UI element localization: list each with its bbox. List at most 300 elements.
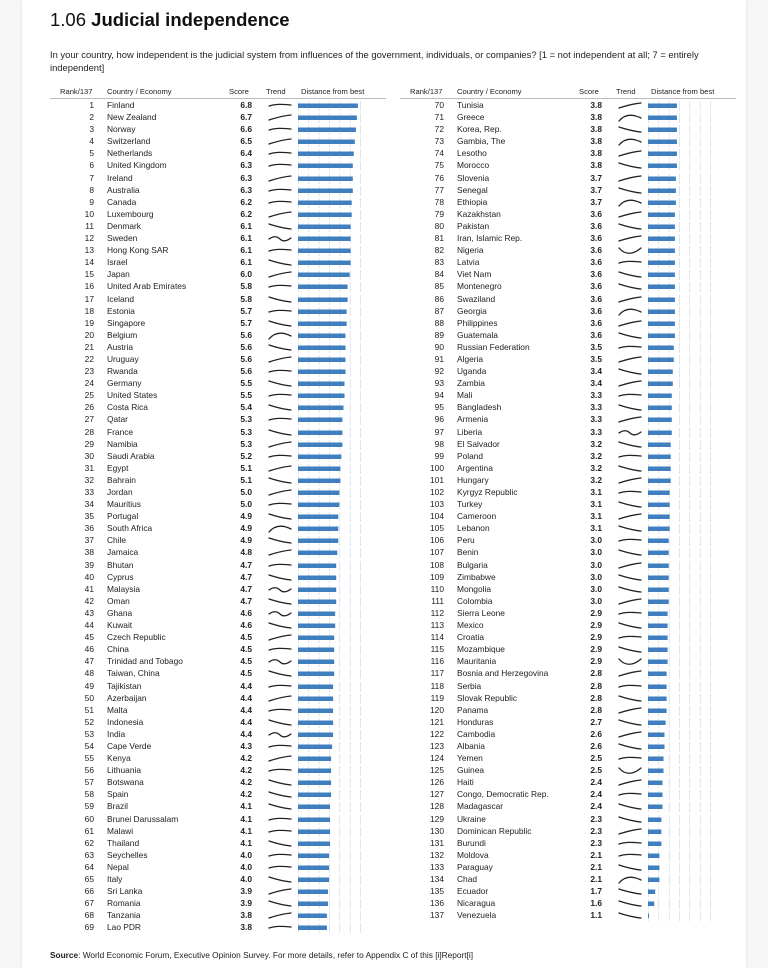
country-cell: Peru xyxy=(457,535,475,546)
country-cell: France xyxy=(107,426,134,437)
distance-bar xyxy=(648,212,675,217)
distance-bar xyxy=(648,817,661,822)
score-cell: 6.5 xyxy=(240,136,252,147)
distance-bar xyxy=(298,345,346,350)
trend-line xyxy=(269,153,291,155)
table-row xyxy=(400,99,736,111)
rank-cell: 45 xyxy=(84,632,94,643)
score-cell: 6.3 xyxy=(240,160,252,171)
trend-line xyxy=(269,249,291,251)
rank-cell: 119 xyxy=(430,692,444,703)
table-row xyxy=(50,111,386,123)
table-row xyxy=(400,800,736,812)
distance-bar xyxy=(648,781,663,786)
table-row xyxy=(400,256,736,268)
score-cell: 4.2 xyxy=(240,777,252,788)
country-cell: Brunei Darussalam xyxy=(107,813,179,824)
rank-cell: 17 xyxy=(84,293,94,304)
country-cell: Namibia xyxy=(107,438,138,449)
trend-line xyxy=(269,224,291,229)
score-cell: 4.7 xyxy=(240,595,252,606)
table-row xyxy=(400,401,736,413)
country-cell: Malawi xyxy=(107,825,134,836)
distance-bar xyxy=(648,176,676,181)
trend-line xyxy=(269,176,291,181)
rank-cell: 55 xyxy=(84,753,94,764)
rank-cell: 131 xyxy=(430,837,444,848)
country-cell: Singapore xyxy=(107,317,146,328)
table-row xyxy=(400,861,736,873)
table-row xyxy=(400,135,736,147)
rank-cell: 47 xyxy=(84,656,94,667)
country-cell: United Arab Emirates xyxy=(107,281,187,292)
country-cell: Italy xyxy=(107,874,123,884)
country-cell: Montenegro xyxy=(457,281,502,292)
country-cell: Kuwait xyxy=(107,620,133,631)
score-header: Score xyxy=(579,87,599,96)
table-row xyxy=(400,873,736,885)
rank-cell: 56 xyxy=(84,765,94,776)
score-cell: 4.2 xyxy=(240,765,252,776)
distance-bar xyxy=(648,261,675,266)
indicator-number: 1.06 xyxy=(50,9,87,30)
table-row xyxy=(50,752,386,764)
rank-cell: 104 xyxy=(430,511,444,522)
trend-line xyxy=(619,212,641,217)
distance-bar xyxy=(298,551,337,556)
score-cell: 2.9 xyxy=(590,644,602,655)
table-row xyxy=(400,897,736,909)
country-cell: Sweden xyxy=(107,233,138,244)
table-row xyxy=(50,498,386,510)
country-cell: Haiti xyxy=(457,777,474,788)
score-cell: 2.9 xyxy=(590,656,602,667)
table-row xyxy=(50,571,386,583)
trend-line xyxy=(619,623,641,628)
country-cell: Bosnia and Herzegovina xyxy=(457,668,549,679)
trend-line xyxy=(269,321,291,326)
distance-bar xyxy=(648,478,671,483)
table-row xyxy=(400,280,736,292)
rank-cell: 25 xyxy=(84,390,94,401)
country-cell: Serbia xyxy=(457,680,482,691)
trend-line xyxy=(269,804,291,809)
distance-bar xyxy=(298,902,328,907)
score-cell: 2.9 xyxy=(590,632,602,643)
distance-bar xyxy=(298,357,346,362)
distance-bar xyxy=(648,757,664,762)
table-row xyxy=(400,813,736,825)
source-note xyxy=(50,950,473,960)
distance-bar xyxy=(298,116,357,121)
rank-cell: 73 xyxy=(434,136,444,147)
rank-cell: 29 xyxy=(84,438,94,449)
country-cell: Portugal xyxy=(107,511,139,522)
table-row xyxy=(400,631,736,643)
score-cell: 3.0 xyxy=(590,559,602,570)
trend-line xyxy=(269,478,291,483)
rank-cell: 81 xyxy=(434,233,444,244)
rank-cell: 77 xyxy=(434,184,444,195)
country-cell: Thailand xyxy=(107,837,140,848)
trend-line xyxy=(619,491,641,493)
country-cell: Luxembourg xyxy=(107,208,154,219)
country-cell: Cyprus xyxy=(107,571,134,582)
table-row xyxy=(50,921,386,933)
trend-line xyxy=(269,792,291,797)
score-cell: 5.6 xyxy=(240,329,252,340)
table-row xyxy=(400,172,736,184)
table-row xyxy=(400,159,736,171)
score-cell: 6.2 xyxy=(240,196,252,207)
country-cell: Bangladesh xyxy=(457,402,502,413)
table-row xyxy=(50,776,386,788)
distance-bar xyxy=(298,624,335,629)
distance-bar xyxy=(648,587,669,592)
distance-bar xyxy=(298,587,336,592)
country-cell: Lithuania xyxy=(107,765,141,776)
distance-bar xyxy=(648,732,665,737)
country-cell: Albania xyxy=(457,740,485,751)
distance-bar xyxy=(648,249,675,254)
distance-bar xyxy=(648,793,663,798)
table-row xyxy=(400,776,736,788)
rank-cell: 127 xyxy=(430,789,444,800)
score-cell: 2.8 xyxy=(590,668,602,679)
score-cell: 2.6 xyxy=(590,728,602,739)
score-cell: 4.4 xyxy=(240,716,252,727)
score-cell: 4.2 xyxy=(240,789,252,800)
rank-cell: 57 xyxy=(84,777,94,788)
score-cell: 4.5 xyxy=(240,656,252,667)
score-cell: 3.1 xyxy=(590,511,602,522)
score-cell: 5.4 xyxy=(240,402,252,413)
rank-cell: 67 xyxy=(84,898,94,909)
table-row xyxy=(50,462,386,474)
distance-bar xyxy=(298,757,331,762)
score-cell: 6.6 xyxy=(240,124,252,135)
table-row xyxy=(50,353,386,365)
country-cell: Canada xyxy=(107,196,137,207)
trend-sparkline xyxy=(617,910,643,922)
score-cell: 4.7 xyxy=(240,559,252,570)
distance-bar-cell xyxy=(646,910,738,922)
rank-cell: 7 xyxy=(89,172,94,183)
table-row xyxy=(50,208,386,220)
country-cell: Guinea xyxy=(457,765,485,776)
rank-cell: 16 xyxy=(84,281,94,292)
trend-line xyxy=(269,818,291,820)
country-cell: Benin xyxy=(457,547,479,558)
trend-line xyxy=(619,140,641,146)
rank-cell: 33 xyxy=(84,487,94,497)
trend-line xyxy=(619,224,641,229)
trend-line xyxy=(619,540,641,542)
country-cell: Kazakhstan xyxy=(457,208,501,219)
rank-cell: 2 xyxy=(89,112,94,123)
distance-bar xyxy=(298,878,329,883)
table-row xyxy=(50,413,386,425)
trend-line xyxy=(619,188,641,193)
rank-cell: 135 xyxy=(430,886,444,897)
country-cell: Ethiopia xyxy=(457,196,488,207)
trend-header: Trend xyxy=(616,87,636,96)
distance-bar xyxy=(298,599,336,604)
distance-bar xyxy=(648,442,671,447)
trend-line xyxy=(269,901,291,906)
rank-cell: 30 xyxy=(84,450,94,461)
trend-line xyxy=(619,780,641,785)
distance-bar xyxy=(298,333,346,338)
trend-line xyxy=(619,720,641,725)
ranking-table-right xyxy=(400,86,736,921)
table-row xyxy=(50,522,386,534)
trend-line xyxy=(269,286,291,288)
distance-bar xyxy=(648,853,659,858)
trend-line xyxy=(619,272,641,277)
table-row xyxy=(50,595,386,607)
score-cell: 4.7 xyxy=(240,583,252,594)
score-cell: 6.1 xyxy=(240,257,252,268)
score-cell: 5.5 xyxy=(240,390,252,401)
country-cell: Russian Federation xyxy=(457,341,530,352)
rank-cell: 62 xyxy=(84,837,94,848)
rank-cell: 71 xyxy=(434,112,444,123)
country-cell: Morocco xyxy=(457,160,490,171)
table-row xyxy=(400,438,736,450)
table-row xyxy=(400,220,736,232)
rank-cell: 68 xyxy=(84,910,94,921)
trend-line xyxy=(269,913,291,918)
score-cell: 3.8 xyxy=(240,922,252,933)
table-row xyxy=(50,438,386,450)
score-cell: 3.9 xyxy=(240,886,252,897)
distance-bar xyxy=(298,841,330,846)
rank-cell: 15 xyxy=(84,269,94,280)
table-row xyxy=(50,486,386,498)
country-cell: Venezuela xyxy=(457,910,497,921)
country-cell: Taiwan, China xyxy=(107,668,160,679)
distance-bar xyxy=(648,394,672,399)
table-row xyxy=(400,909,736,921)
country-cell: Nepal xyxy=(107,861,129,872)
trend-line xyxy=(619,587,641,592)
table-row xyxy=(400,317,736,329)
rank-cell: 90 xyxy=(434,341,444,352)
trend-line xyxy=(619,877,641,883)
table-row xyxy=(400,123,736,135)
score-cell: 4.3 xyxy=(240,740,252,751)
distance-bar xyxy=(298,672,334,677)
trend-line xyxy=(619,381,641,386)
distance-bar xyxy=(648,382,673,387)
rank-cell: 24 xyxy=(84,378,94,389)
table-row xyxy=(50,317,386,329)
country-cell: Panama xyxy=(457,704,489,715)
table-row xyxy=(50,450,386,462)
score-cell: 6.8 xyxy=(240,100,252,110)
distance-bar xyxy=(648,140,677,145)
rank-cell: 58 xyxy=(84,789,94,800)
trend-line xyxy=(619,829,641,834)
score-cell: 3.6 xyxy=(590,245,602,256)
table-row xyxy=(50,546,386,558)
rank-cell: 64 xyxy=(84,861,94,872)
country-cell: Poland xyxy=(457,450,484,461)
score-cell: 5.6 xyxy=(240,366,252,377)
trend-line xyxy=(269,623,291,628)
trend-line xyxy=(269,889,291,894)
score-cell: 5.8 xyxy=(240,293,252,304)
rank-cell: 59 xyxy=(84,801,94,812)
rank-cell: 41 xyxy=(84,583,94,594)
trend-line xyxy=(269,720,291,725)
distance-bar xyxy=(298,261,351,266)
distance-bar xyxy=(648,720,666,725)
score-cell: 2.9 xyxy=(590,620,602,631)
country-cell: El Salvador xyxy=(457,438,500,449)
rank-cell: 38 xyxy=(84,547,94,558)
trend-line xyxy=(619,804,641,809)
distance-bar xyxy=(648,769,664,774)
trend-line xyxy=(269,756,291,761)
distance-bar xyxy=(298,370,346,375)
country-cell: Philippines xyxy=(457,317,498,328)
rank-cell: 126 xyxy=(430,777,444,788)
rank-header: Rank/137 xyxy=(60,87,93,96)
score-cell: 3.7 xyxy=(590,196,602,207)
table-row xyxy=(50,873,386,885)
country-cell: Cape Verde xyxy=(107,740,152,751)
survey-question: In your country, how independent is the judicial system from influences of the government, individuals, or companies? [1 = not independent at all; 7 = entirely independent] xyxy=(50,49,699,73)
table-body xyxy=(400,99,736,921)
country-cell: Cambodia xyxy=(457,728,496,739)
rank-cell: 28 xyxy=(84,426,94,437)
score-cell: 4.6 xyxy=(240,620,252,631)
country-cell: Japan xyxy=(107,269,130,280)
rank-cell: 10 xyxy=(84,208,94,219)
rank-cell: 11 xyxy=(85,220,94,231)
score-cell: 4.7 xyxy=(240,571,252,582)
rank-cell: 53 xyxy=(84,728,94,739)
country-cell: Liberia xyxy=(457,426,483,437)
distance-bar xyxy=(648,237,675,242)
table-body xyxy=(50,99,386,933)
distance-bar xyxy=(648,285,675,290)
rank-cell: 31 xyxy=(84,462,94,473)
distance-bar xyxy=(648,430,672,435)
table-row xyxy=(400,619,736,631)
distance-bar xyxy=(648,611,668,616)
rank-cell: 9 xyxy=(89,196,94,207)
table-row xyxy=(400,426,736,438)
table-row xyxy=(400,341,736,353)
score-cell: 5.1 xyxy=(240,462,252,473)
distance-header: Distance from best xyxy=(301,87,365,96)
distance-bar xyxy=(648,624,668,629)
score-cell: 3.3 xyxy=(590,426,602,437)
table-row xyxy=(400,559,736,571)
trend-line xyxy=(269,514,291,519)
trend-line xyxy=(619,333,641,338)
distance-bar xyxy=(298,829,330,834)
rank-cell: 3 xyxy=(89,124,94,135)
country-cell: Spain xyxy=(107,789,129,800)
rank-cell: 92 xyxy=(434,366,444,377)
country-cell: Lesotho xyxy=(457,148,487,159)
rank-cell: 6 xyxy=(89,160,94,171)
score-cell: 4.0 xyxy=(240,861,252,872)
table-row xyxy=(50,147,386,159)
trend-line xyxy=(619,901,641,906)
country-cell: Cameroon xyxy=(457,511,497,522)
distance-bar xyxy=(648,902,654,907)
table-row xyxy=(50,377,386,389)
rank-cell: 42 xyxy=(84,595,94,606)
distance-bar xyxy=(298,128,356,133)
country-cell: Iran, Islamic Rep. xyxy=(457,233,523,244)
trend-line xyxy=(269,455,291,457)
distance-bar xyxy=(298,611,335,616)
country-cell: Botswana xyxy=(107,777,144,788)
score-cell: 4.1 xyxy=(240,801,252,812)
trend-line xyxy=(269,841,291,846)
rank-cell: 91 xyxy=(434,353,444,364)
rank-cell: 36 xyxy=(84,523,94,534)
table-row xyxy=(400,728,736,740)
score-cell: 3.6 xyxy=(590,269,602,280)
trend-line xyxy=(619,913,641,918)
score-cell: 3.2 xyxy=(590,438,602,449)
rank-cell: 83 xyxy=(434,257,444,268)
distance-bar xyxy=(648,188,676,193)
trend-line xyxy=(619,200,641,206)
table-row xyxy=(50,800,386,812)
country-cell: Gambia, The xyxy=(457,136,506,147)
table-row xyxy=(50,559,386,571)
country-cell: Guatemala xyxy=(457,329,498,340)
distance-bar xyxy=(648,116,677,121)
distance-bar xyxy=(298,454,341,459)
table-row xyxy=(400,450,736,462)
trend-line xyxy=(619,514,641,519)
score-cell: 3.0 xyxy=(590,547,602,558)
score-cell: 3.2 xyxy=(590,450,602,461)
score-cell: 2.6 xyxy=(590,740,602,751)
table-row xyxy=(50,667,386,679)
rank-cell: 48 xyxy=(84,668,94,679)
rank-cell: 106 xyxy=(430,535,444,546)
score-cell: 2.4 xyxy=(590,777,602,788)
distance-bar xyxy=(298,914,327,919)
table-row xyxy=(400,825,736,837)
table-row xyxy=(400,692,736,704)
country-cell: Uganda xyxy=(457,366,487,377)
score-cell: 4.6 xyxy=(240,607,252,618)
table-row xyxy=(50,341,386,353)
rank-cell: 136 xyxy=(430,898,444,909)
table-row xyxy=(400,546,736,558)
table-row xyxy=(50,607,386,619)
distance-bar xyxy=(648,370,673,375)
table-header xyxy=(50,86,386,99)
score-cell: 3.3 xyxy=(590,390,602,401)
country-cell: Switzerland xyxy=(107,136,151,147)
rank-cell: 121 xyxy=(430,716,444,727)
country-cell: Germany xyxy=(107,378,142,389)
country-cell: Argentina xyxy=(457,462,493,473)
rank-cell: 8 xyxy=(89,184,94,195)
